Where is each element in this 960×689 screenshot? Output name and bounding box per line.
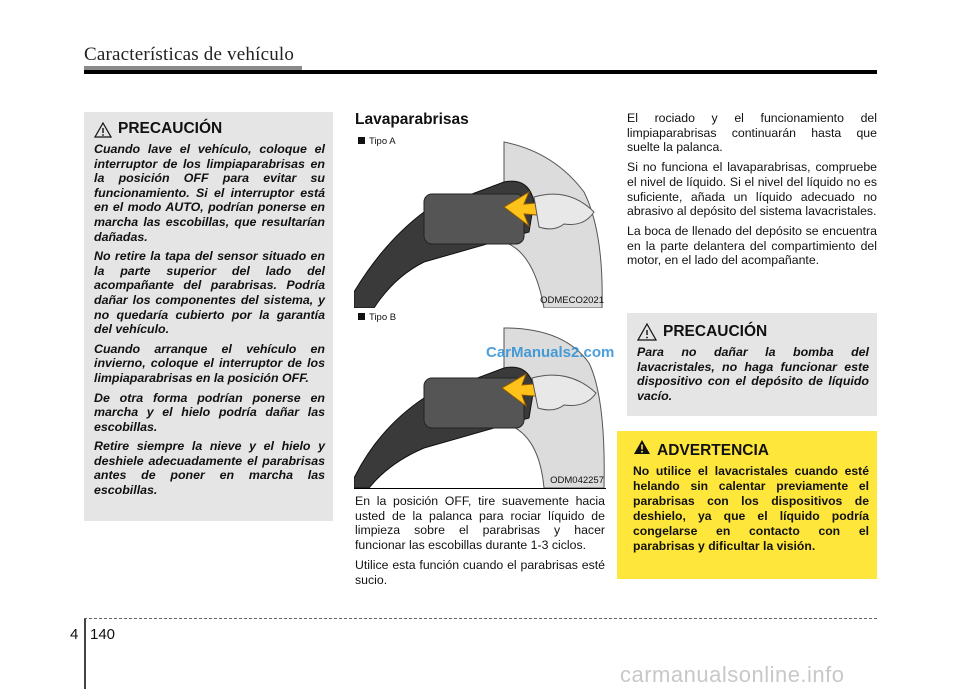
body-text-column-2 — [355, 494, 605, 592]
figure-code: ODM042257 — [550, 475, 604, 486]
footer-site-watermark: carmanualsonline.info — [620, 662, 845, 687]
square-bullet-icon — [358, 137, 365, 144]
warning-triangle-icon — [633, 439, 651, 460]
wiper-lever-illustration — [354, 308, 606, 488]
figure-label-text: Tipo A — [369, 136, 396, 147]
section-title: Lavaparabrisas — [355, 111, 469, 128]
caution-left-paragraph: Cuando arranque el vehículo en invierno, coloque el interruptor de los limpiaparabrisas en la posición OFF. — [94, 341, 325, 385]
caution-left-paragraph: Cuando lave el vehículo, coloque el interruptor de los limpiaparabrisas en la posición OFF para evitar su funcionamiento. Si el interruptor está en el modo AUTO, podrían ponerse en marcha las escobillas, que resultarían dañadas. — [94, 142, 325, 244]
body-paragraph: Utilice esta función cuando el parabrisas esté sucio. — [355, 557, 605, 587]
watermark-text: CarManuals2.com — [486, 344, 615, 361]
warning-box-head — [633, 439, 869, 460]
figure-code: ODMECO2021 — [540, 295, 604, 306]
body-paragraph: En la posición OFF, tire suavemente hacia usted de la palanca para rociar líquido de limpieza sobre el parabrisas y hacer funcionar las escobillas durante 1-3 ciclos. — [355, 494, 605, 553]
body-paragraph: El rociado y el funcionamiento del limpiaparabrisas continuarán hasta que suelte la palanca. — [627, 111, 877, 155]
caution-right-paragraph: Para no dañar la bomba del lavacristales, no haga funcionar este dispositivo con el depósito de líquido vacío. — [637, 345, 869, 403]
warning-title: ADVERTENCIA — [657, 442, 769, 459]
figure-label — [358, 136, 396, 147]
warning-box — [617, 431, 877, 579]
page-header-title: Características de vehículo — [84, 44, 295, 65]
caution-left-paragraph: De otra forma podrían ponerse en marcha y el hielo podría dañar las escobillas. — [94, 390, 325, 434]
figure-type-a — [354, 132, 606, 309]
caution-left-title: PRECAUCIÓN — [118, 120, 223, 137]
caution-triangle-icon — [94, 122, 112, 138]
figure-type-b — [354, 308, 606, 489]
footer-divider — [84, 619, 86, 689]
caution-box-right-head — [637, 323, 869, 341]
caution-left-paragraph: Retire siempre la nieve y el hielo y deshiele adecuadamente el parabrisas antes de poner en marcha las escobillas. — [94, 439, 325, 498]
wiper-lever-illustration — [354, 132, 606, 308]
caution-box-left-head — [94, 120, 325, 138]
body-paragraph: Si no funciona el lavaparabrisas, compruebe el nivel de líquido. Si el nivel del líquido no es suficiente, añada un líquido adecuado no abrasivo al depósito del sistema lavacristales. — [627, 160, 877, 219]
caution-box-right — [627, 313, 877, 416]
caution-triangle-icon — [637, 323, 657, 341]
figure-label-text: Tipo B — [369, 312, 397, 323]
square-bullet-icon — [358, 313, 365, 320]
chapter-number: 4 — [70, 626, 79, 643]
page-number: 140 — [90, 626, 116, 643]
header-rule — [84, 70, 877, 74]
body-paragraph: La boca de llenado del depósito se encuentra en la parte delantera del compartimiento del motor, en el lado del acompañante. — [627, 223, 877, 268]
body-text-column-3 — [627, 111, 877, 273]
footer-rule — [84, 618, 877, 619]
warning-paragraph: No utilice el lavacristales cuando esté helando sin calentar previamente el parabrisas con los dispositivos de deshielo, ya que el líquido podría congelarse en contacto con el parabrisas y dificultar la visión. — [633, 464, 869, 553]
caution-right-title: PRECAUCIÓN — [663, 323, 768, 340]
figure-label — [358, 312, 396, 323]
caution-box-left — [84, 112, 333, 521]
caution-left-paragraph: No retire la tapa del sensor situado en la parte superior del lado del acompañante del parabrisas. Podría dañar los componentes del sistema, y no quedaría cubierto por la garantía del vehículo. — [94, 249, 325, 337]
